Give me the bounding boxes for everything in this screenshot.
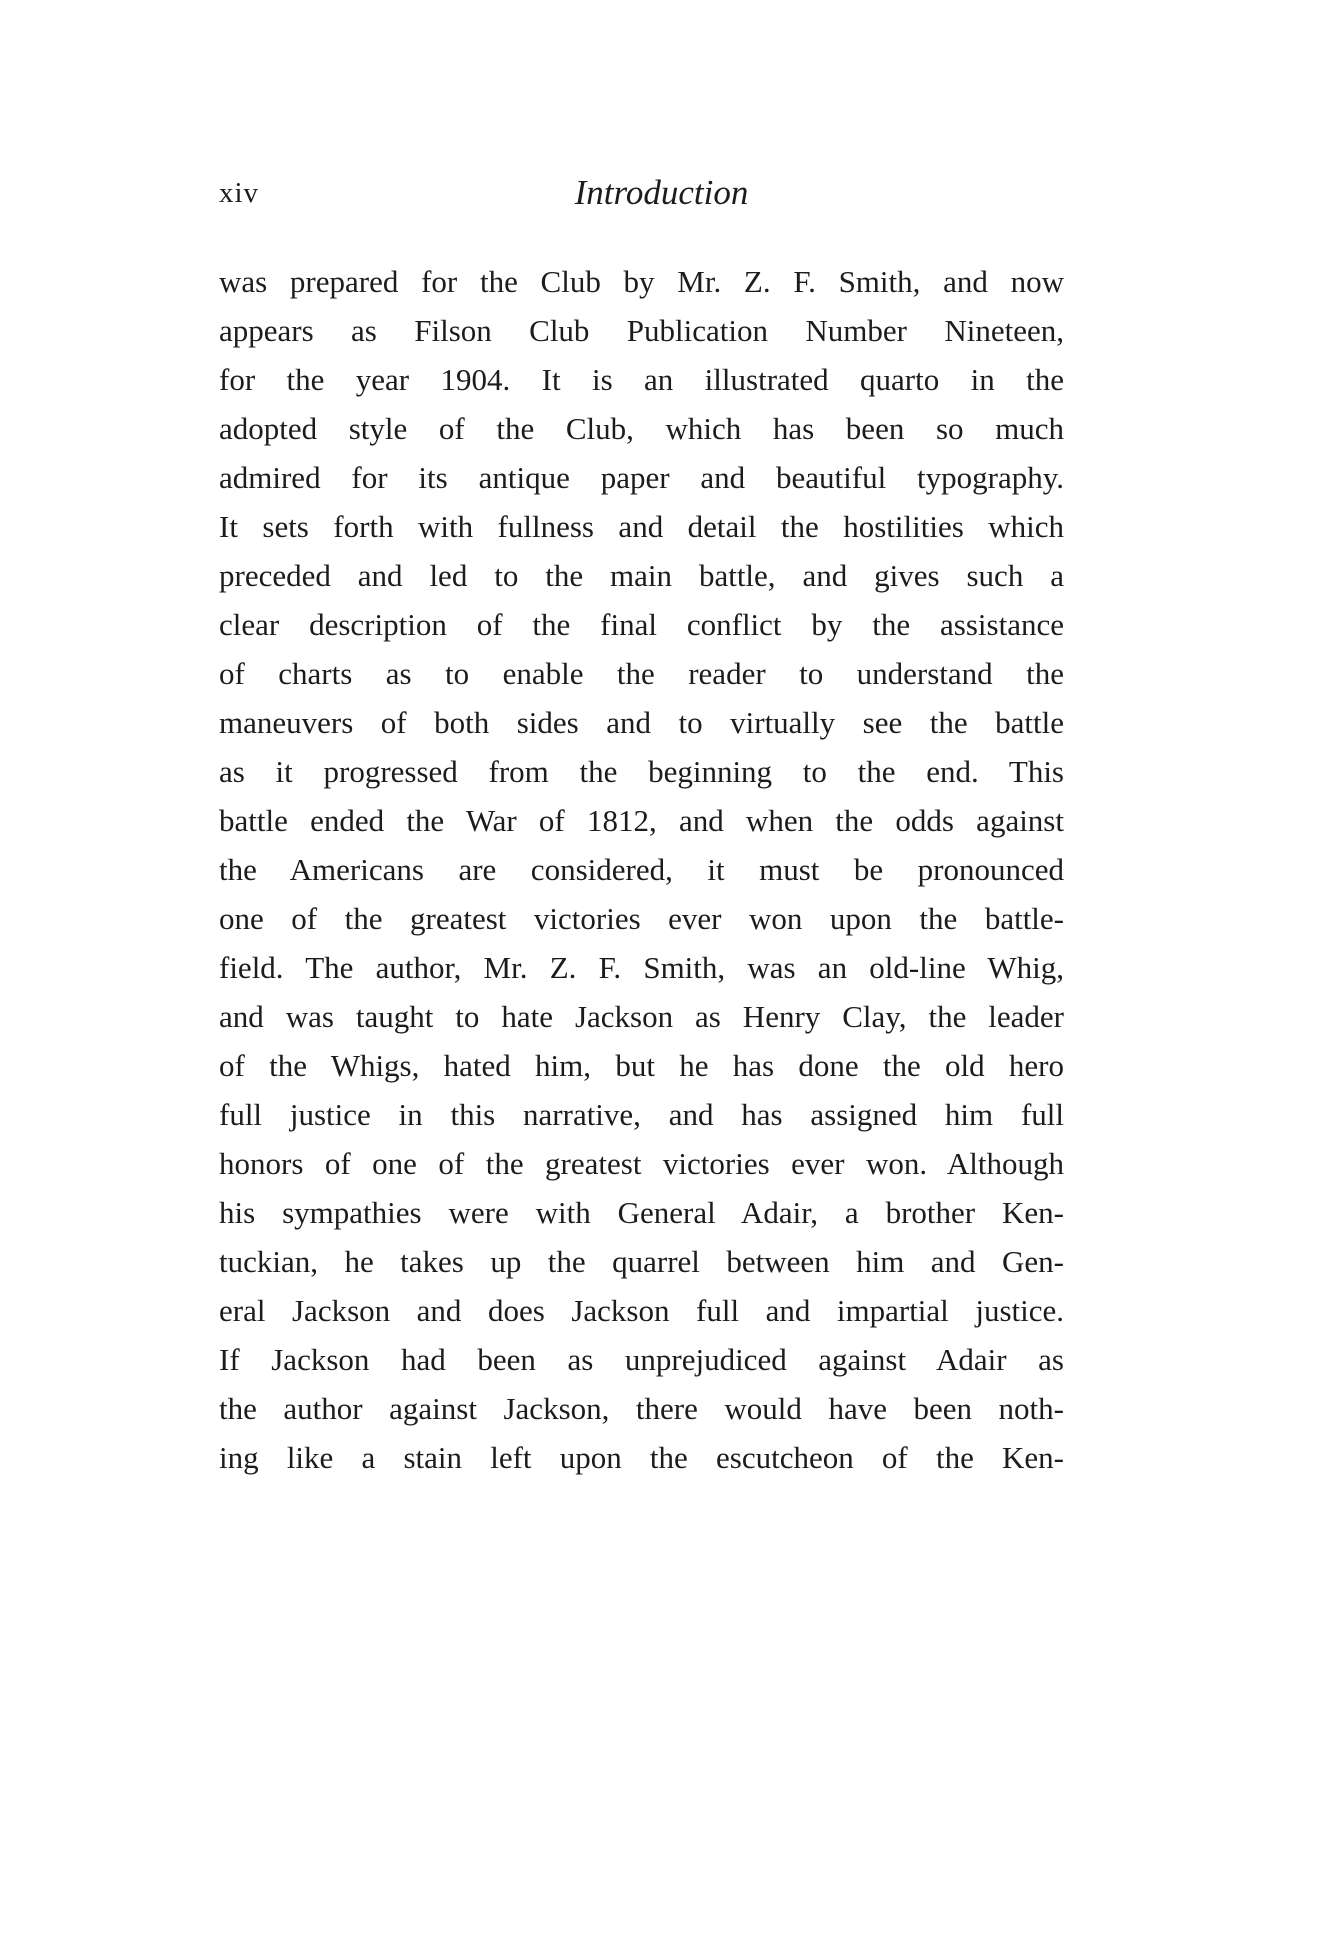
text-line: field. The author, Mr. Z. F. Smith, was an old-line Whig, bbox=[219, 950, 1064, 985]
running-title: Introduction bbox=[574, 173, 749, 212]
text-line: was prepared for the Club by Mr. Z. F. Smith, and now bbox=[219, 264, 1064, 299]
text-line: of charts as to enable the reader to understand the bbox=[219, 656, 1064, 691]
text-line: one of the greatest victories ever won upon the battle- bbox=[219, 901, 1064, 936]
text-line: adopted style of the Club, which has been so much bbox=[219, 411, 1064, 446]
text-line: It sets forth with fullness and detail the hostilities which bbox=[219, 509, 1064, 544]
text-line: eral Jackson and does Jackson full and impartial justice. bbox=[219, 1293, 1064, 1328]
text-line: full justice in this narrative, and has assigned him full bbox=[219, 1097, 1064, 1132]
text-line: his sympathies were with General Adair, a brother Ken- bbox=[219, 1195, 1064, 1230]
text-line: as it progressed from the beginning to the end. This bbox=[219, 754, 1064, 789]
text-line: ing like a stain left upon the escutcheon of the Ken- bbox=[219, 1440, 1064, 1475]
page-header bbox=[219, 168, 1064, 218]
text-line: admired for its antique paper and beautiful typography. bbox=[219, 460, 1064, 495]
page-number: xiv bbox=[219, 177, 260, 209]
text-line: If Jackson had been as unprejudiced against Adair as bbox=[219, 1342, 1064, 1377]
text-line: the Americans are considered, it must be pronounced bbox=[219, 852, 1064, 887]
text-line: for the year 1904. It is an illustrated quarto in the bbox=[219, 362, 1064, 397]
text-line: of the Whigs, hated him, but he has done the old hero bbox=[219, 1048, 1064, 1083]
text-line: battle ended the War of 1812, and when the odds against bbox=[219, 803, 1064, 838]
body-text bbox=[219, 257, 1064, 1482]
text-line: the author against Jackson, there would have been noth- bbox=[219, 1391, 1064, 1426]
text-line: and was taught to hate Jackson as Henry Clay, the leader bbox=[219, 999, 1064, 1034]
text-line: tuckian, he takes up the quarrel between him and Gen- bbox=[219, 1244, 1064, 1279]
text-line: preceded and led to the main battle, and gives such a bbox=[219, 558, 1064, 593]
text-line: maneuvers of both sides and to virtually see the battle bbox=[219, 705, 1064, 740]
text-line: honors of one of the greatest victories ever won. Although bbox=[219, 1146, 1064, 1181]
text-line: clear description of the final conflict by the assistance bbox=[219, 607, 1064, 642]
text-line: appears as Filson Club Publication Number Nineteen, bbox=[219, 313, 1064, 348]
